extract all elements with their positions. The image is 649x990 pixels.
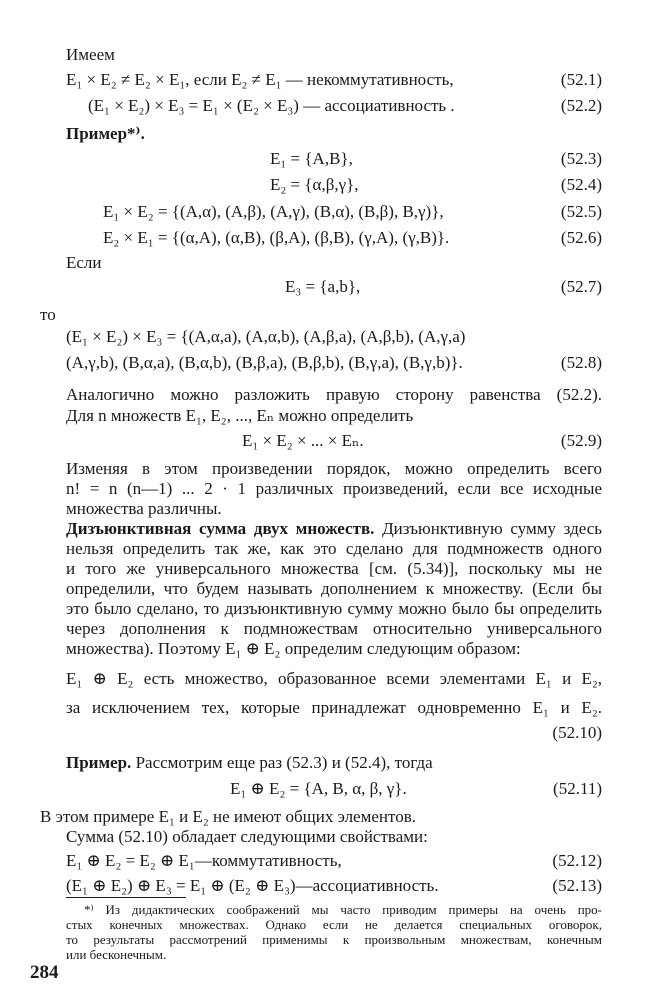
footnote-rule [66,897,186,898]
equation-number: (52.10) [552,723,602,742]
paragraph-line: это было сделано, то дизъюнктивную сумму можно было бы определить [66,599,602,618]
definition-line: E₁ ⊕ E₂ есть множество, образованное всеми элементами E₁ и E₂, [66,669,602,688]
text-line: Имеем [66,45,115,64]
equation-52-6: E₂ × E₁ = {(α,A), (α,B), (β,A), (β,B), (γ,A), (γ,B)}. [103,228,450,247]
equation-number: (52.1) [560,70,602,89]
equation-number: (52.11) [553,779,602,798]
equation-52-9: E₁ × E₂ × ... × Eₙ. [242,431,364,450]
paragraph-line: множества различны. [66,499,222,518]
equation-number: (52.4) [560,175,602,194]
text-line: то [40,305,56,324]
paragraph-line: Для n множеств E₁, E₂, ..., Eₙ можно определить [66,406,414,425]
paragraph-line: нельзя определить так же, как это сделано для подмножеств одного [66,539,602,558]
paragraph-line [66,518,602,539]
page-number: 284 [30,962,59,983]
paragraph-line [66,752,602,773]
equation-number: (52.2) [560,96,602,115]
text-line: Если [66,253,102,272]
paragraph-line: Сумма (52.10) обладает следующими свойствами: [66,827,428,846]
paragraph-line: определили, что будем называть дополнением к множеству. (Если бы [66,579,602,598]
equation-number: (52.5) [560,202,602,221]
paragraph-text: Рассмотрим еще раз (52.3) и (52.4), тогда [131,753,433,772]
equation-52-4: E₂ = {α,β,γ}, [270,175,359,194]
equation-number: (52.9) [560,431,602,450]
equation-number: (52.12) [552,851,602,870]
equation-52-3: E₁ = {A,B}, [270,149,353,168]
equation-52-5: E₁ × E₂ = {(A,α), (A,β), (A,γ), (B,α), (B,β), B,γ)}, [103,202,444,221]
paragraph-text: Дизъюнктивную сумму здесь [374,519,602,538]
footnote-line: или бесконечным. [66,947,167,962]
equation-52-8-line1: (E₁ × E₂) × E₃ = {(A,α,a), (A,α,b), (A,β,a), (A,β,b), (A,γ,a) [66,327,466,346]
footnote-line: *⁾ Из дидактических соображений мы часто приводим примеры на очень про- [84,902,602,917]
equation-number: (52.3) [560,149,602,168]
equation-number: (52.8) [560,353,602,372]
equation-52-2: (E₁ × E₂) × E₃ = E₁ × (E₂ × E₃) — ассоциативность . [88,96,455,115]
equation-52-12: E₁ ⊕ E₂ = E₂ ⊕ E₁—коммутативность, [66,851,342,870]
equation-52-1: E₁ × E₂ ≠ E₂ × E₁, если E₂ ≠ E₁ — некоммутативность, [66,70,454,89]
section-heading: Дизъюнктивная сумма двух множеств. [66,519,375,538]
example-heading: Пример*⁾. [66,124,145,143]
definition-line: за исключением тех, которые принадлежат одновременно E₁ и E₂. [66,698,602,717]
footnote-line: то результаты рассмотрений применимы к произвольным множествам, конечным [66,932,602,947]
equation-52-7: E₃ = {a,b}, [285,277,361,296]
equation-52-8-line2: (A,γ,b), (B,α,a), (B,α,b), (B,β,a), (B,β,b), (B,γ,a), (B,γ,b)}. [66,353,463,372]
equation-52-11: E₁ ⊕ E₂ = {A, B, α, β, γ}. [230,779,407,798]
equation-52-13: (E₁ ⊕ E₂) ⊕ E₃ = E₁ ⊕ (E₂ ⊕ E₃)—ассоциативность. [66,876,439,895]
paragraph-line: n! = n (n—1) ... 2 · 1 различных произведений, если все исходные [66,479,602,498]
paragraph-line: Изменяя в этом произведении порядок, можно определить всего [66,459,602,478]
paragraph-line: Аналогично можно разложить правую сторону равенства (52.2). [66,385,602,404]
equation-number: (52.6) [560,228,602,247]
equation-number: (52.7) [560,277,602,296]
footnote-line: стых конечных множествах. Однако если не делается специальных оговорок, [66,917,602,932]
equation-number: (52.13) [552,876,602,895]
paragraph-line: через дополнения к подмножествам относительно универсального [66,619,602,638]
paragraph-line: В этом примере E₁ и E₂ не имеют общих элементов. [40,807,416,826]
paragraph-line: и того же универсального множества [см. (5.34)], поскольку мы не [66,559,602,578]
paragraph-line: множества). Поэтому E₁ ⊕ E₂ определим следующим образом: [66,639,521,658]
example-heading: Пример. [66,753,132,772]
